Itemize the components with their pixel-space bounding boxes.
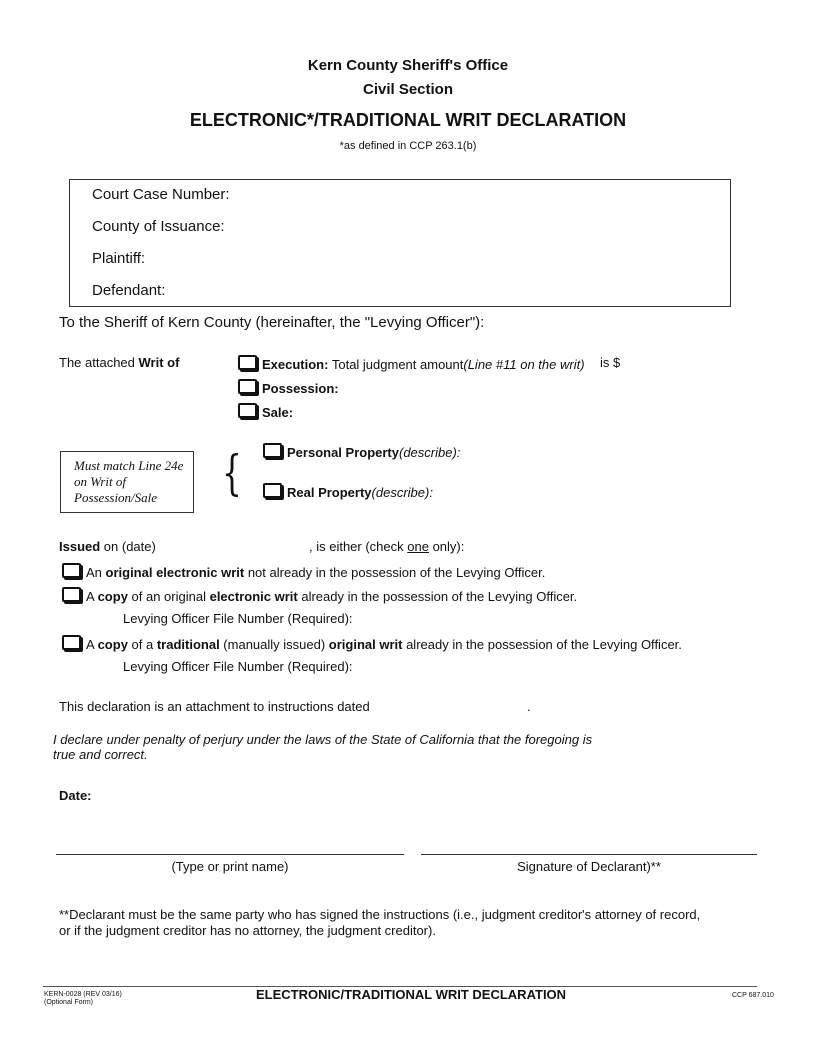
sale-row[interactable]: Sale:	[238, 403, 293, 420]
option-copy-electronic[interactable]: A copy of an original electronic writ already in the possession of the Levying Officer.	[62, 587, 577, 604]
check-one-label: , is either (check one only):	[309, 539, 465, 554]
footnote-line-1: **Declarant must be the same party who has signed the instructions (i.e., judgment creditor's attorney of record,	[59, 907, 701, 922]
name-label: (Type or print name)	[171, 859, 289, 874]
execution-row[interactable]: Execution: Total judgment amount(Line #11 on the writ)	[238, 355, 585, 372]
real-property-row[interactable]: Real Property(describe):	[263, 483, 433, 500]
real-property-checkbox[interactable]	[263, 483, 282, 498]
writ-of-label: The attached Writ of	[59, 355, 180, 370]
declaration-line-1: I declare under penalty of perjury under the laws of the State of California that the foregoing is	[53, 732, 593, 747]
defendant-label: Defendant:	[92, 282, 166, 299]
file-number-label-1: Levying Officer File Number (Required):	[123, 611, 353, 626]
court-case-number-label: Court Case Number:	[92, 186, 230, 203]
option-copy-traditional[interactable]: A copy of a traditional (manually issued) original writ already in the possession of the Levying Officer.	[62, 635, 682, 652]
brace-icon: {	[222, 445, 242, 501]
page-subtitle: *as defined in CCP 263.1(b)	[339, 140, 477, 152]
footer-title: ELECTRONIC/TRADITIONAL WRIT DECLARATION	[256, 987, 567, 1002]
sale-checkbox[interactable]	[238, 403, 257, 418]
copy-traditional-checkbox[interactable]	[62, 635, 81, 650]
plaintiff-label: Plaintiff:	[92, 250, 146, 267]
personal-property-row[interactable]: Personal Property(describe):	[263, 443, 460, 460]
possession-checkbox[interactable]	[238, 379, 257, 394]
section-title: Civil Section	[362, 81, 454, 98]
footer-code: CCP 687.010	[732, 992, 774, 999]
execution-checkbox[interactable]	[238, 355, 257, 370]
footnote-line-2: or if the judgment creditor has no attorney, the judgment creditor).	[59, 923, 436, 938]
attachment-period: .	[527, 699, 531, 714]
page-title: ELECTRONIC*/TRADITIONAL WRIT DECLARATION	[189, 110, 627, 130]
personal-property-checkbox[interactable]	[263, 443, 282, 458]
option-original-electronic[interactable]: An original electronic writ not already in the possession of the Levying Officer.	[62, 563, 545, 580]
to-sheriff-line: To the Sheriff of Kern County (hereinafter, the "Levying Officer"):	[59, 314, 485, 331]
county-of-issuance-label: County of Issuance:	[92, 218, 225, 235]
date-label: Date:	[59, 788, 92, 803]
match-line-note: Must match Line 24e on Writ of Possession/Sale	[60, 451, 194, 513]
issued-date-label: Issued on (date)	[59, 539, 156, 554]
execution-amount-label: is $	[600, 355, 621, 370]
file-number-label-2: Levying Officer File Number (Required):	[123, 659, 353, 674]
original-electronic-checkbox[interactable]	[62, 563, 81, 578]
signature-line	[421, 854, 757, 855]
execution-label: Execution:	[262, 357, 329, 372]
declaration-line-2: true and correct.	[53, 747, 148, 762]
copy-electronic-checkbox[interactable]	[62, 587, 81, 602]
form-id: KERN-0028 (REV 03/16) (Optional Form)	[44, 991, 122, 1006]
attachment-text: This declaration is an attachment to instructions dated	[59, 699, 370, 714]
office-title: Kern County Sheriff's Office	[307, 57, 509, 74]
possession-row[interactable]: Possession:	[238, 379, 339, 396]
signature-label: Signature of Declarant)**	[517, 859, 661, 874]
name-line	[56, 854, 404, 855]
